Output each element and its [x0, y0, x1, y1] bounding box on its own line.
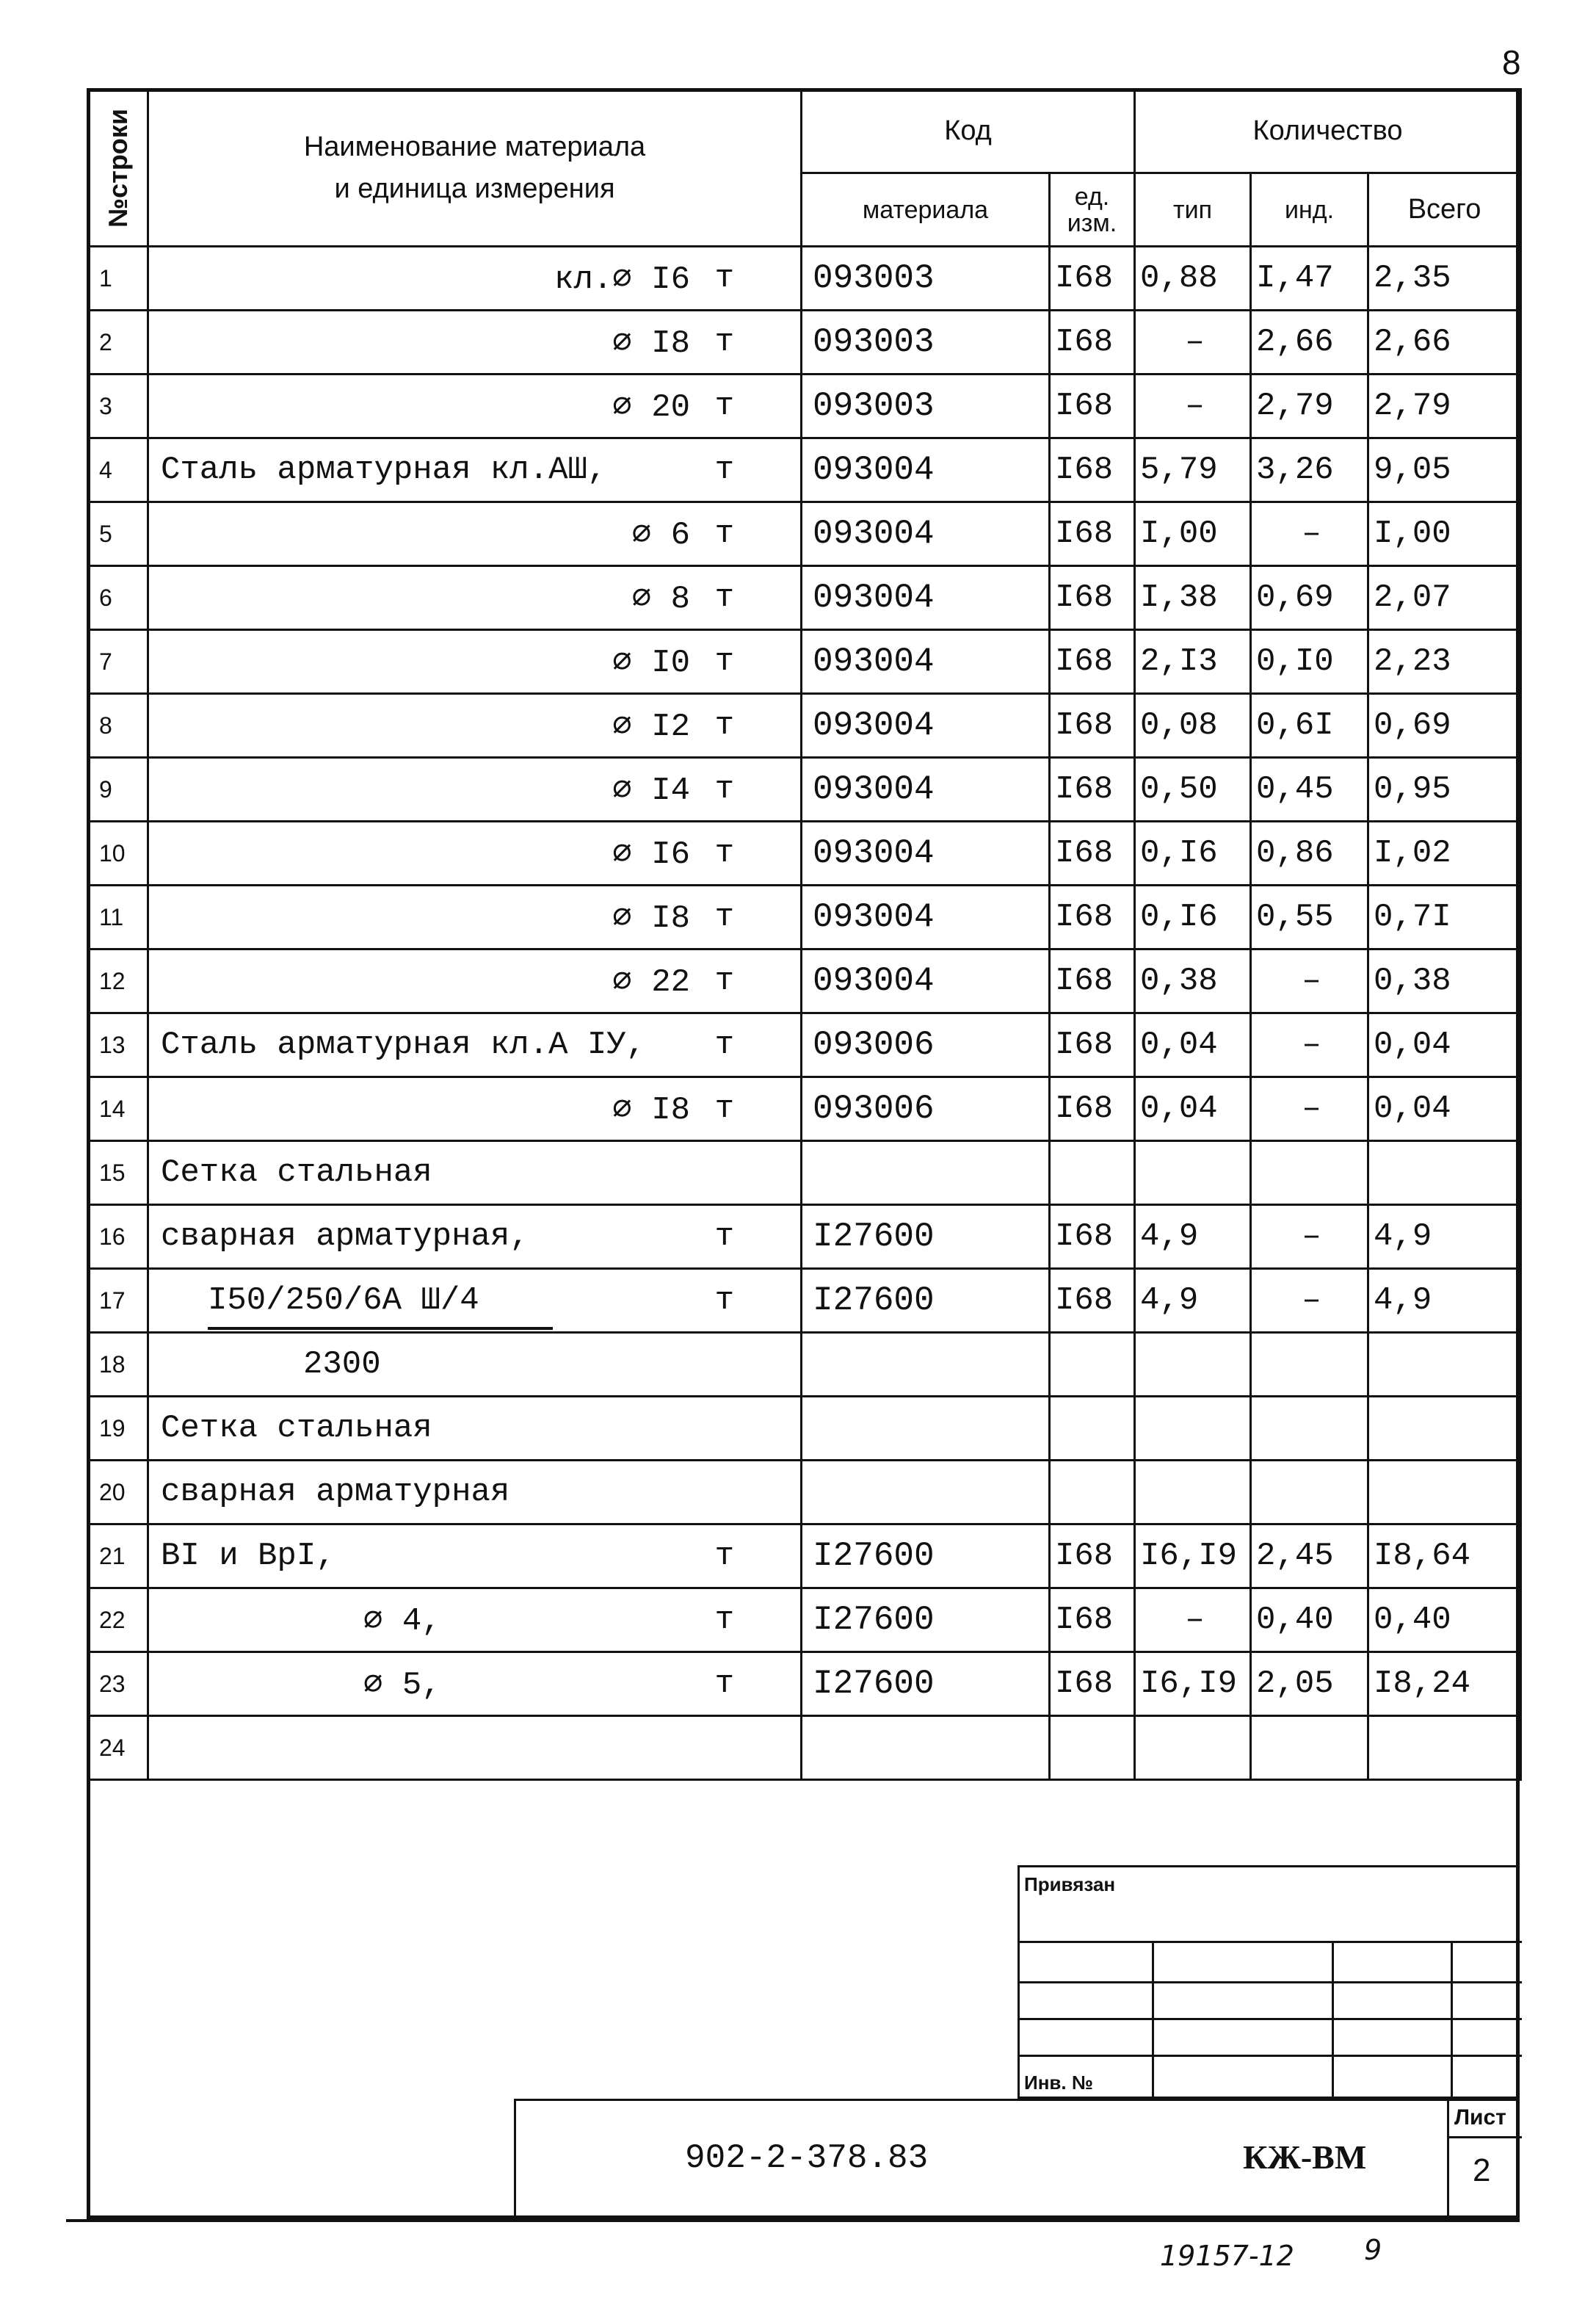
row-number: 6	[88, 566, 148, 630]
row-number: 19	[88, 1397, 148, 1461]
handwritten-page: 9	[1364, 2234, 1382, 2266]
qty-ind: 0,86	[1251, 822, 1368, 886]
material-name: ∅ 5, т	[148, 1652, 802, 1716]
qty-ind: 0,6I	[1251, 694, 1368, 758]
document-code: КЖ-ВМ	[1243, 2138, 1367, 2176]
document-number: 902-2-378.83	[685, 2139, 929, 2177]
measure-unit: I68	[1050, 1524, 1135, 1588]
qty-typ: 0,04	[1135, 1013, 1251, 1077]
row-number: 7	[88, 630, 148, 694]
qty-typ: 5,79	[1135, 438, 1251, 502]
measure-unit: I68	[1050, 1013, 1135, 1077]
qty-ind: 0,55	[1251, 886, 1368, 949]
material-code-header: материала	[802, 173, 1050, 247]
row-number: 22	[88, 1588, 148, 1652]
row-number: 12	[88, 949, 148, 1013]
row-number: 23	[88, 1652, 148, 1716]
measure-unit: I68	[1050, 247, 1135, 311]
material-code: I27600	[802, 1269, 1050, 1333]
page-number: 8	[1502, 43, 1521, 82]
material-code: 093003	[802, 375, 1050, 438]
row-number: 4	[88, 438, 148, 502]
material-code: 093004	[802, 694, 1050, 758]
row-number: 2	[88, 311, 148, 375]
qty-total: 2,66	[1368, 311, 1521, 375]
row-number: 8	[88, 694, 148, 758]
material-code: 093003	[802, 311, 1050, 375]
qty-ind: 2,05	[1251, 1652, 1368, 1716]
measure-unit: I68	[1050, 1588, 1135, 1652]
qty-typ: 4,9	[1135, 1205, 1251, 1269]
material-name: ∅ 22 т	[148, 949, 802, 1013]
measure-unit: I68	[1050, 630, 1135, 694]
material-name: ∅ I0 т	[148, 630, 802, 694]
material-name: I50/250/6А Ш/4 т	[148, 1269, 802, 1333]
qty-total: I,00	[1368, 502, 1521, 566]
qty-total: 0,04	[1368, 1013, 1521, 1077]
material-name: кл.∅ I6 т	[148, 247, 802, 311]
qty-ind: 2,66	[1251, 311, 1368, 375]
qty-typ: 0,88	[1135, 247, 1251, 311]
qty-total: 0,40	[1368, 1588, 1521, 1652]
row-number: 17	[88, 1269, 148, 1333]
measure-unit: I68	[1050, 375, 1135, 438]
qty-ind: –	[1251, 1269, 1368, 1333]
qty-typ: 0,50	[1135, 758, 1251, 822]
material-name: ∅ 4, т	[148, 1588, 802, 1652]
qty-total: 2,35	[1368, 247, 1521, 311]
qty-typ: –	[1135, 375, 1251, 438]
qty-ind: –	[1251, 949, 1368, 1013]
measure-unit: I68	[1050, 694, 1135, 758]
material-name: ∅ I4 т	[148, 758, 802, 822]
qty-total: 9,05	[1368, 438, 1521, 502]
material-code: I27600	[802, 1652, 1050, 1716]
row-number: 16	[88, 1205, 148, 1269]
row-number: 21	[88, 1524, 148, 1588]
qty-typ: I,38	[1135, 566, 1251, 630]
material-code: 093006	[802, 1077, 1050, 1141]
title-block	[514, 2099, 1520, 2219]
material-name: сварная арматурная	[148, 1461, 802, 1524]
material-code: 093006	[802, 1013, 1050, 1077]
measure-unit: I68	[1050, 1077, 1135, 1141]
row-number: 18	[88, 1333, 148, 1397]
qty-ind: I,47	[1251, 247, 1368, 311]
qty-typ: 4,9	[1135, 1269, 1251, 1333]
row-number: 9	[88, 758, 148, 822]
measure-unit: I68	[1050, 502, 1135, 566]
binding-label: Привязан	[1024, 1873, 1116, 1895]
material-code: 093004	[802, 886, 1050, 949]
qty-ind: 0,I0	[1251, 630, 1368, 694]
row-number: 1	[88, 247, 148, 311]
row-number: 20	[88, 1461, 148, 1524]
qty-typ: 2,I3	[1135, 630, 1251, 694]
material-code: 093003	[802, 247, 1050, 311]
qty-total: 0,7I	[1368, 886, 1521, 949]
qty-total: I8,24	[1368, 1652, 1521, 1716]
qty-total: 4,9	[1368, 1269, 1521, 1333]
measure-unit: I68	[1050, 438, 1135, 502]
material-name: ∅ 6 т	[148, 502, 802, 566]
inventory-label: Инв. №	[1024, 2072, 1093, 2094]
measure-unit: I68	[1050, 949, 1135, 1013]
qty-total: I8,64	[1368, 1524, 1521, 1588]
material-name: Сетка стальная	[148, 1397, 802, 1461]
qty-ind: 2,45	[1251, 1524, 1368, 1588]
unit-header: ед. изм.	[1050, 173, 1135, 247]
material-code: 093004	[802, 502, 1050, 566]
binding-stamp	[1018, 1865, 1520, 2099]
material-code: 093004	[802, 822, 1050, 886]
qty-typ: 0,08	[1135, 694, 1251, 758]
qty-typ: –	[1135, 1588, 1251, 1652]
qty-typ: 0,38	[1135, 949, 1251, 1013]
row-number-header: №строки	[88, 90, 148, 247]
handwritten-note: 19157-12	[1160, 2240, 1294, 2272]
qty-typ: I6,I9	[1135, 1524, 1251, 1588]
qty-total: 0,95	[1368, 758, 1521, 822]
measure-unit: I68	[1050, 566, 1135, 630]
measure-unit: I68	[1050, 886, 1135, 949]
row-number: 15	[88, 1141, 148, 1205]
qty-typ: 0,04	[1135, 1077, 1251, 1141]
qty-typ: I6,I9	[1135, 1652, 1251, 1716]
material-name: ∅ 8 т	[148, 566, 802, 630]
qty-typ: 0,I6	[1135, 886, 1251, 949]
material-name: ∅ I8 т	[148, 1077, 802, 1141]
qty-ind: 0,69	[1251, 566, 1368, 630]
material-code: 093004	[802, 566, 1050, 630]
qty-ind: –	[1251, 1077, 1368, 1141]
qty-typ: –	[1135, 311, 1251, 375]
material-code: I27600	[802, 1524, 1050, 1588]
material-name: Сталь арматурная кл.АШ, т	[148, 438, 802, 502]
material-code: I27600	[802, 1588, 1050, 1652]
bottom-rule	[66, 2219, 1520, 2222]
qty-total: 2,23	[1368, 630, 1521, 694]
mesh-fraction-denominator: 2300	[303, 1346, 381, 1383]
material-code: 093004	[802, 630, 1050, 694]
qty-total: 0,69	[1368, 694, 1521, 758]
row-number: 3	[88, 375, 148, 438]
measure-unit: I68	[1050, 1652, 1135, 1716]
material-name: Сетка стальная	[148, 1141, 802, 1205]
typ-header: тип	[1135, 173, 1251, 247]
sheet-label: Лист	[1454, 2105, 1506, 2130]
material-name: ∅ I6 т	[148, 822, 802, 886]
row-number: 13	[88, 1013, 148, 1077]
qty-total: 0,38	[1368, 949, 1521, 1013]
material-name: ∅ I8 т	[148, 886, 802, 949]
material-name: ∅ 20 т	[148, 375, 802, 438]
qty-total: 2,79	[1368, 375, 1521, 438]
total-header: Всего	[1368, 173, 1521, 247]
material-name: ∅ I8 т	[148, 311, 802, 375]
code-header: Код	[802, 90, 1135, 173]
material-code: 093004	[802, 758, 1050, 822]
material-name: ∅ I2 т	[148, 694, 802, 758]
row-number: 24	[88, 1716, 148, 1780]
material-name: BI и BpI, т	[148, 1524, 802, 1588]
material-code: 093004	[802, 949, 1050, 1013]
mesh-fraction-numerator: I50/250/6А Ш/4	[208, 1282, 479, 1319]
qty-ind: –	[1251, 1013, 1368, 1077]
measure-unit: I68	[1050, 1269, 1135, 1333]
measure-unit: I68	[1050, 758, 1135, 822]
row-number: 14	[88, 1077, 148, 1141]
material-name: Сталь арматурная кл.А IУ, т	[148, 1013, 802, 1077]
measure-unit: I68	[1050, 822, 1135, 886]
qty-total: 4,9	[1368, 1205, 1521, 1269]
sheet-number: 2	[1473, 2152, 1491, 2188]
qty-ind: –	[1251, 502, 1368, 566]
name-header: Наименование материала и единица измерения	[148, 90, 802, 247]
qty-typ: 0,I6	[1135, 822, 1251, 886]
qty-total: I,02	[1368, 822, 1521, 886]
material-name: сварная арматурная, т	[148, 1205, 802, 1269]
quantity-header: Количество	[1135, 90, 1521, 173]
qty-total: 0,04	[1368, 1077, 1521, 1141]
measure-unit: I68	[1050, 311, 1135, 375]
ind-header: инд.	[1251, 173, 1368, 247]
qty-ind: 2,79	[1251, 375, 1368, 438]
material-code: 093004	[802, 438, 1050, 502]
row-number: 5	[88, 502, 148, 566]
row-number: 11	[88, 886, 148, 949]
qty-ind: 0,45	[1251, 758, 1368, 822]
qty-total: 2,07	[1368, 566, 1521, 630]
qty-ind: 0,40	[1251, 1588, 1368, 1652]
material-code: I27600	[802, 1205, 1050, 1269]
qty-ind: –	[1251, 1205, 1368, 1269]
qty-typ: I,00	[1135, 502, 1251, 566]
measure-unit: I68	[1050, 1205, 1135, 1269]
qty-ind: 3,26	[1251, 438, 1368, 502]
row-number: 10	[88, 822, 148, 886]
